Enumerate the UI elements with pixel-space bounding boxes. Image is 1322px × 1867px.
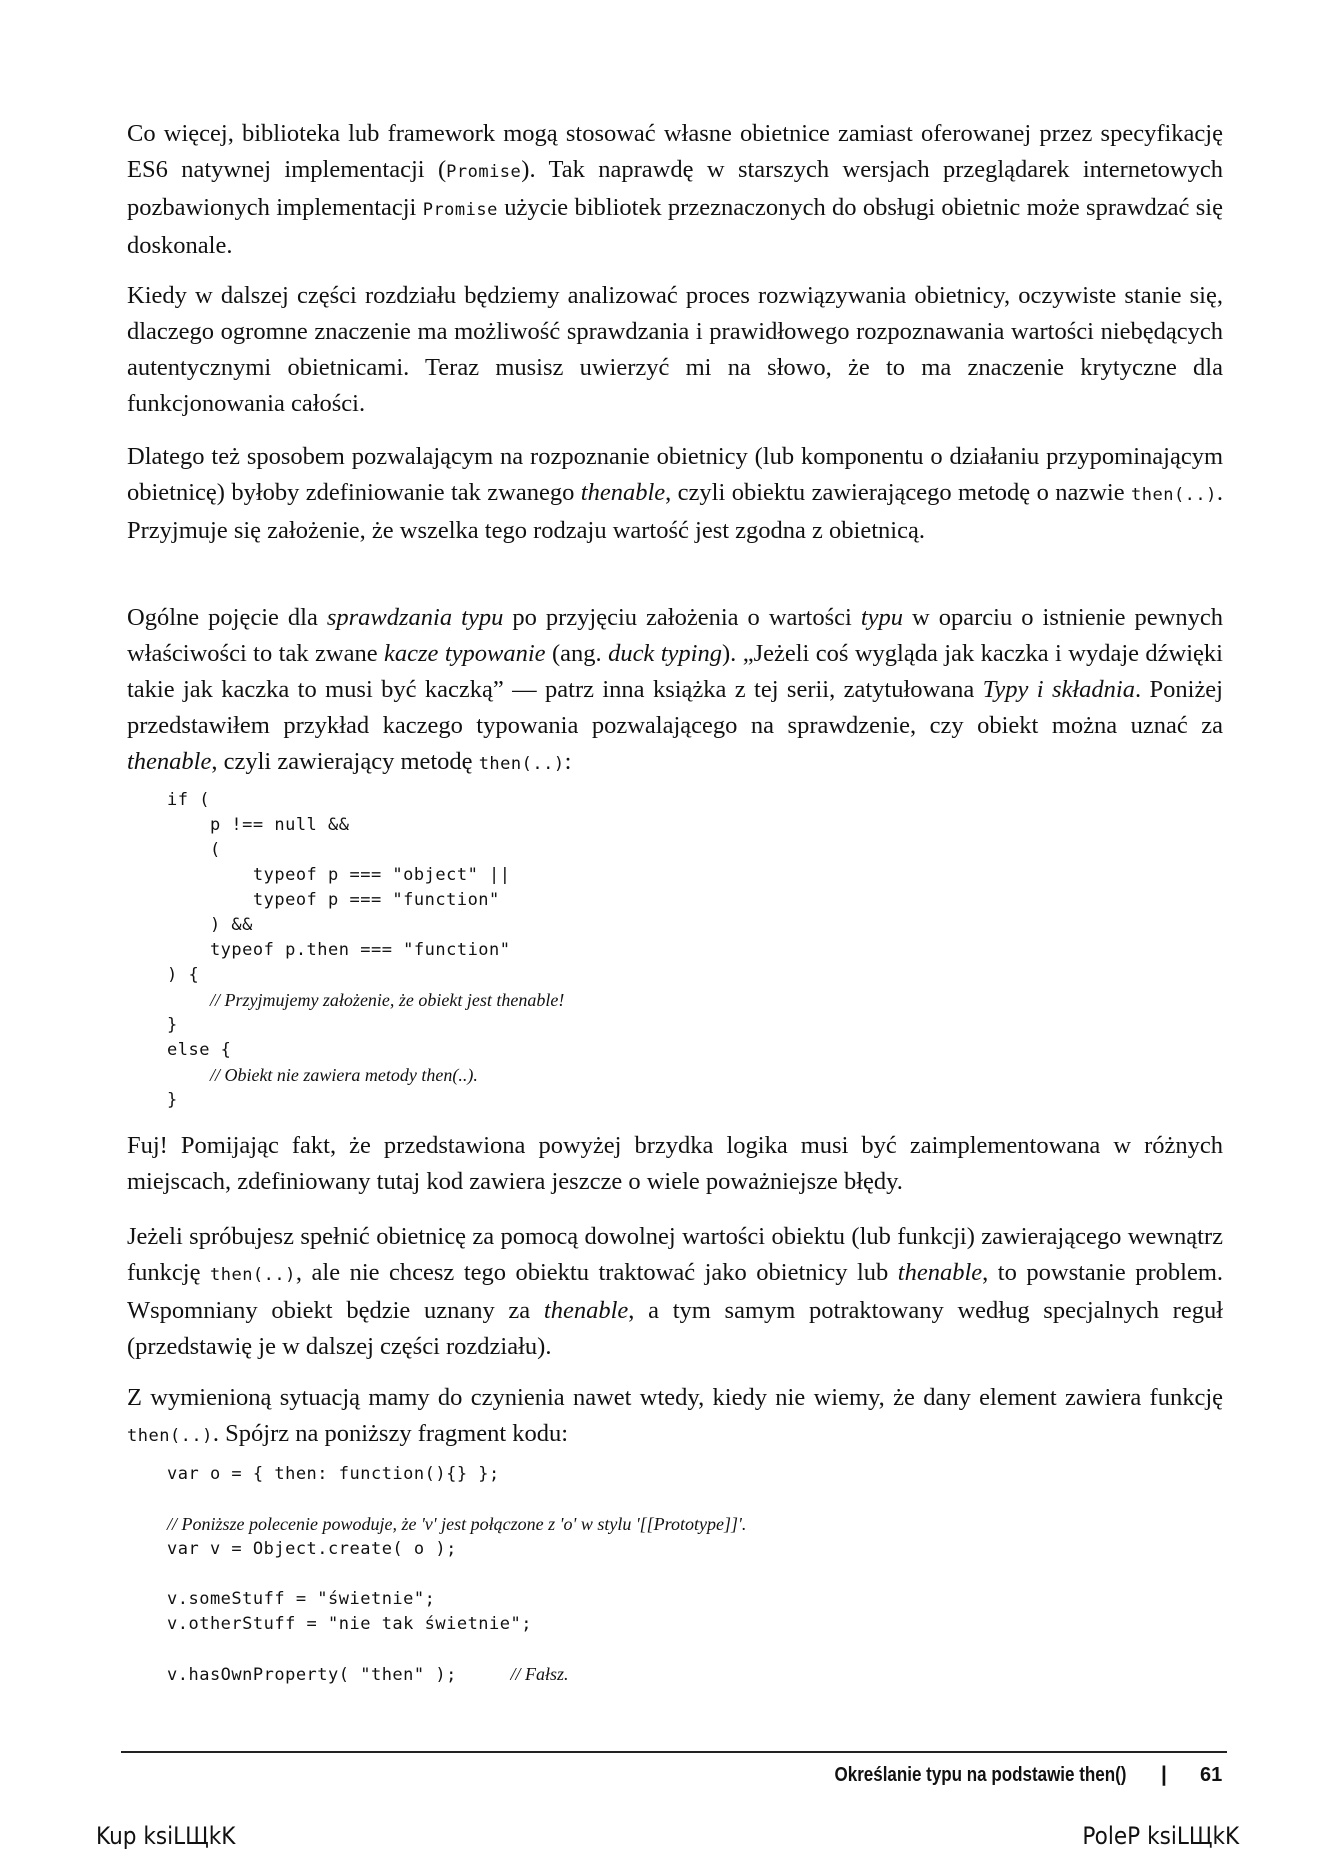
inline-code	[167, 1066, 210, 1086]
footer-rule	[121, 1751, 1227, 1753]
code-comment: // Przyjmujemy założenie, że obiekt jest thenable!	[209, 990, 565, 1010]
italic-term: thenable	[127, 748, 212, 775]
code-line	[167, 1662, 1167, 1687]
italic-term: thenable	[580, 479, 666, 506]
paragraph-library-promises	[127, 116, 1223, 264]
recommend-book-link[interactable]: PoleP ksiLЩkK	[1082, 1822, 1239, 1850]
inline-code: }	[167, 1090, 178, 1110]
code-line	[167, 1562, 1167, 1587]
inline-code: then(..)	[209, 1265, 296, 1285]
text-run: ). „Jeżeli coś wygląda jak kaczka i wydaje dźwięki takie jak kaczka to musi być kaczką” — patrz inna książka z tej serii, zatytułowana	[127, 640, 1223, 703]
italic-term: thenable	[897, 1259, 983, 1286]
inline-code: p !== null &&	[167, 815, 350, 835]
text-run: Z wymienioną sytuacją mamy do czynienia nawet wtedy, kiedy nie wiemy, że dany element zawiera funkcję	[127, 1384, 1223, 1411]
code-comment: // Obiekt nie zawiera metody then(..).	[209, 1065, 478, 1085]
text-run: w oparciu o istnienie pewnych właściwości to tak zwane	[127, 604, 1224, 667]
inline-code: typeof p === "object" ||	[167, 865, 511, 885]
paragraph-ugly-logic	[127, 1128, 1223, 1200]
italic-term: Typy i składnia	[982, 676, 1135, 703]
code-block-duck-typing-check	[167, 788, 1167, 1113]
code-line	[167, 913, 1167, 938]
code-line	[167, 1637, 1167, 1662]
text-run: (ang.	[545, 640, 609, 667]
inline-code: Promise	[422, 200, 498, 220]
text-run: Ogólne pojęcie dla	[127, 604, 327, 631]
text-run: Fuj! Pomijając fakt, że przedstawiona powyżej brzydka logika musi być zaimplementowana w różnych miejscach, zdefiniowany tutaj kod zawiera jeszcze o wiele poważniejsze błędy.	[127, 1132, 1223, 1195]
italic-term: duck typing	[608, 640, 722, 667]
inline-code: Promise	[446, 162, 522, 182]
inline-code: then(..)	[478, 754, 565, 774]
text-run: Kiedy w dalszej części rozdziału będziemy analizować proces rozwiązywania obietnicy, oczywiste stanie się, dlaczego ogromne znaczenie ma możliwość sprawdzania i prawidłowego rozpoznawania wartości niebędących autentycznymi obietnicami. Teraz musisz uwierzyć mi na słowo, że to ma znaczenie krytyczne dla funkcjonowania całości.	[127, 282, 1223, 417]
footer-separator: |	[1161, 1763, 1167, 1786]
italic-term: sprawdzania typu	[326, 604, 504, 631]
inline-code: if (	[167, 790, 210, 810]
code-line	[167, 1537, 1167, 1562]
code-line	[167, 1462, 1167, 1487]
italic-term: kacze typowanie	[384, 640, 546, 667]
code-comment: // Poniższe polecenie powoduje, że 'v' jest połączone z 'o' w stylu '[[Prototype]]'.	[167, 1514, 747, 1534]
inline-code: (	[167, 840, 221, 860]
text-run: , czyli obiektu zawierającego metodę o nazwie	[665, 479, 1131, 506]
inline-code	[167, 991, 210, 1011]
code-line	[167, 1487, 1167, 1512]
text-run: , to powstanie problem. Wspomniany obiekt będzie uznany za	[127, 1259, 1223, 1324]
page-number: 61	[1200, 1764, 1223, 1786]
text-run: , czyli zawierający metodę	[211, 748, 479, 775]
code-line	[167, 838, 1167, 863]
inline-code: v.otherStuff = "nie tak świetnie";	[167, 1614, 532, 1634]
code-line	[167, 1013, 1167, 1038]
code-line	[167, 1088, 1167, 1113]
code-line	[167, 1587, 1167, 1612]
inline-code: then(..)	[1131, 485, 1217, 505]
paragraph-thenable-definition	[127, 439, 1223, 549]
inline-code: var v = Object.create( o );	[167, 1539, 457, 1559]
inline-code: v.hasOwnProperty( "then" );	[167, 1665, 511, 1685]
italic-term: typu	[860, 604, 904, 631]
text-run: użycie bibliotek przeznaczonych do obsługi obietnic może sprawdzać się doskonale.	[127, 194, 1223, 259]
inline-code: ) &&	[167, 915, 253, 935]
code-line	[167, 788, 1167, 813]
code-line	[167, 1063, 1167, 1088]
inline-code: ) {	[167, 965, 200, 985]
code-comment: // Fałsz.	[510, 1664, 569, 1684]
paragraph-unknown-then	[127, 1380, 1223, 1454]
text-run: . Przyjmuje się założenie, że wszelka tego rodzaju wartość jest zgodna z obietnicą.	[127, 479, 1224, 544]
inline-code: v.someStuff = "świetnie";	[167, 1589, 436, 1609]
text-run: :	[564, 748, 572, 775]
text-run: ). Tak naprawdę w starszych wersjach przeglądarek internetowych pozbawionych implementacji	[127, 156, 1223, 221]
code-line	[167, 1038, 1167, 1063]
code-line	[167, 888, 1167, 913]
text-run: , ale nie chcesz tego obiektu traktować jako obietnicy lub	[295, 1259, 898, 1286]
text-run: Jeżeli spróbujesz spełnić obietnicę za pomocą dowolnej wartości obiektu (lub funkcji) zawierającego wewnątrz funkcję	[127, 1223, 1223, 1286]
text-run: . Spójrz na poniższy fragment kodu:	[212, 1420, 569, 1447]
code-line	[167, 988, 1167, 1013]
italic-term: thenable	[543, 1297, 629, 1324]
inline-code: typeof p.then === "function"	[167, 940, 511, 960]
buy-book-link[interactable]: Kup ksiLЩkK	[96, 1822, 236, 1850]
code-line	[167, 1512, 1167, 1537]
code-line	[167, 938, 1167, 963]
paragraph-resolution-process	[127, 278, 1223, 422]
inline-code: var o = { then: function(){} };	[167, 1464, 500, 1484]
text-run: Co więcej, biblioteka lub framework mogą stosować własne obietnice zamiast oferowanej przez specyfikację ES6 natywnej implementacji (	[127, 120, 1223, 183]
text-run: po przyjęciu założenia o wartości	[503, 604, 861, 631]
paragraph-thenable-problem	[127, 1219, 1223, 1365]
inline-code: then(..)	[127, 1426, 213, 1446]
inline-code: }	[167, 1015, 178, 1035]
inline-code: else {	[167, 1040, 232, 1060]
code-line	[167, 863, 1167, 888]
code-line	[167, 813, 1167, 838]
code-line	[167, 1612, 1167, 1637]
inline-code: typeof p === "function"	[167, 890, 500, 910]
text-run: . Poniżej przedstawiłem przykład kaczego typowania pozwalającego na sprawdzenie, czy obiekt można uznać za	[127, 676, 1223, 739]
text-run: Dlatego też sposobem pozwalającym na rozpoznanie obietnicy (lub komponentu o działaniu przypominającym obietnicę) byłoby zdefiniowanie tak zwanego	[127, 443, 1223, 506]
code-block-object-create	[167, 1462, 1167, 1687]
running-title: Określanie typu na podstawie then()	[834, 1764, 1126, 1786]
paragraph-duck-typing	[127, 600, 1223, 782]
text-run: , a tym samym potraktowany według specjalnych reguł (przedstawię je w dalszej części rozdziału).	[127, 1297, 1224, 1360]
code-line	[167, 963, 1167, 988]
